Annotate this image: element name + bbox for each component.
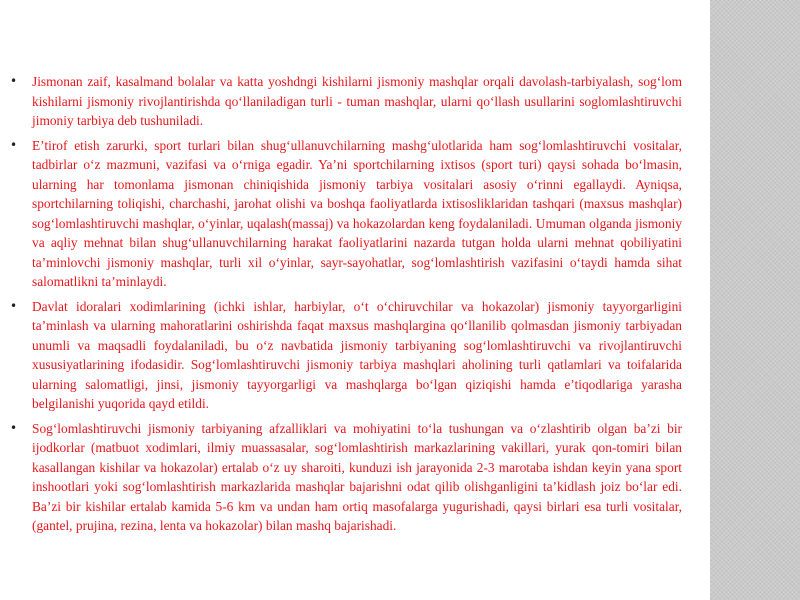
paragraph-text: Davlat idoralari xodimlarining (ichki ishlar, harbiylar, o‘t o‘chiruvchilar va hokazolar) jismoniy tayyorgarligini ta’minlash va ularning mahoratlarini oshirishda faqat maxsus mashqlargina qo‘llanilib qolmasdan jismoniy tarbiyadan unumli va maqsadli foydalaniladi, bu o‘z navbatida jismoniy tarbiyaning sog‘lomlashtiruvchi va rivojlantiruvchi xususiyatlarining ifodasidir. Sog‘lomlashtiruvchi jismoniy tarbiya mashqlari aholining turli qatlamlari va toifalarida ularning salomatligi, jinsi, jismoniy tayyorgarligi va mashqlarga bo‘lgan qiziqishi hamda e’tiqodlariga yarasha belgilanishi yuqorida qayd etildi. [32, 298, 682, 411]
bullet-dot-icon: • [10, 420, 18, 435]
decorative-side-panel [710, 0, 800, 600]
bullet-item-3 [10, 297, 682, 414]
bullet-dot-icon: • [10, 137, 18, 152]
bullet-dot-icon: • [10, 74, 18, 88]
paragraph-text: E’tirof etish zarurki, sport turlari bilan shug‘ullanuvchilarning mashg‘ulotlarida ham sog‘lomlashtiruvchi vositalar, tadbirlar o‘z mazmuni, vazifasi va o‘rniga egadir. Ya’ni sportchilarning ixtisos (sport turi) qaysi sohada bo‘lmasin, ularning har tomonlama jismonan chiniqishida jismoniy tarbiya vositalari asosiy o‘rinni egallaydi. Ayniqsa, sportchilarning toliqishi, charchashi, jarohat olishi va boshqa faoliyatlarda ixtisosliklaridan tashqari (maxsus mashqlar) sog‘lomlashtiruvchi mashqlar, o‘yinlar, uqalash(massaj) va hokazolardan keng foydalaniladi. Umuman olganda jismoniy va aqliy mehnat bilan shug‘ullanuvchilarning harakat faoliyatlarini nazarda tutgan holda ularni mehnat qobiliyatini ta’minlovchi jismoniy mashqlar, turli xil o‘yinlar, sayr-sayohatlar, sog‘lomlashtirish vazifasini o‘taydi hamda sihat salomatlikni ta’minlaydi. [32, 137, 682, 289]
bullet-dot-icon: • [10, 298, 18, 313]
paragraph-text: Sog‘lomlashtiruvchi jismoniy tarbiyaning afzalliklari va mohiyatini to‘la tushungan va o‘zlashtirib olgan ba’zi bir ijodkorlar (matbuot xodimlari, ilmiy muassasalar, sog‘lomlashtirish markazlarining vakillari, yurak qon-tomiri bilan kasallangan kishilar va hokazolar) ertalab o‘z uy sharoiti, kunduzi ish jarayonida 2-3 marotaba ishdan keyin yana sport inshootlari yoki sog‘lomlashtirish markazlarida mashqlar bajarishni odat qilib olishganligini ta’kidlash joiz bo‘lar edi. Ba’zi bir kishilar ertalab kamida 5-6 km va undan ham ortiq masofalarga yugurishadi, qaysi birlari esa turli vositalar, (gantel, prujina, rezina, lenta va hokazolar) bilan mashq bajarishadi. [32, 420, 682, 533]
bullet-item-1 [10, 72, 682, 131]
paragraph-text: Jismonan zaif, kasalmand bolalar va katta yoshdngi kishilarni jismoniy mashqlar orqali davolash-tarbiyalash, sog‘lom kishilarni jismoniy rivojlantirishda qo‘llaniladigan turli - tuman mashqlar, ularni qo‘llash usullarini soglomlashtiruvchi jimoniy tarbiya deb tushuniladi. [32, 74, 682, 128]
bullet-item-2 [10, 136, 682, 292]
bullet-item-4 [10, 419, 682, 536]
bullet-list [10, 72, 682, 541]
